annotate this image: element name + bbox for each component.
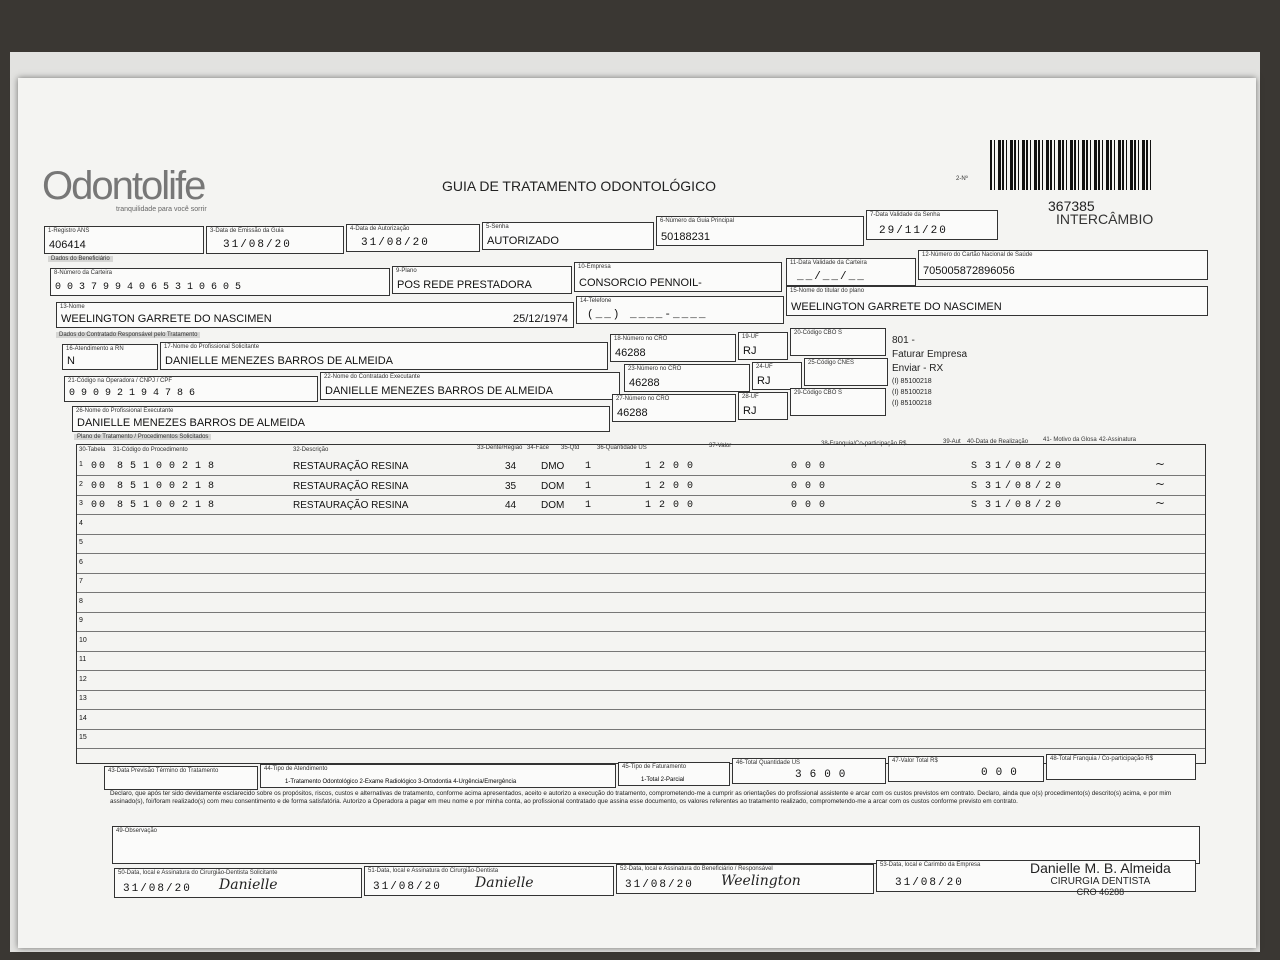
- cell-face: DOM: [541, 500, 565, 511]
- row-signature-mark: ~: [1155, 457, 1166, 471]
- nome-field: 13-Nome WEELINGTON GARRETE DO NASCIMEN 25/12/1974: [56, 302, 574, 328]
- tipo-atendimento-field: 44-Tipo de Atendimento 1-Tratamento Odontológico 2-Exame Radiológico 3-Ortodontia 4-Urgência/Emergência: [260, 764, 616, 788]
- empresa-field: 10-Empresa CONSORCIO PENNOIL-: [574, 262, 782, 292]
- cell-descricao: RESTAURAÇÃO RESINA: [293, 480, 409, 492]
- row-number: 9: [79, 617, 83, 624]
- note-lines: [892, 334, 967, 409]
- cell-descricao: RESTAURAÇÃO RESINA: [293, 500, 409, 511]
- cell-dente: 34: [505, 461, 517, 472]
- cell-qtd-us: 1200: [645, 461, 702, 472]
- signature-dentista: 51-Data, local e Assinatura do Cirurgião-Dentista 31/08/20 Danielle: [364, 866, 614, 896]
- total-us-field: 46-Total Quantidade US 3600: [732, 758, 886, 784]
- cro2-field: 23-Número no CRO 46288: [624, 364, 750, 392]
- profissional-field: 26-Nome do Profissional Executante DANIELLE MENEZES BARROS DE ALMEIDA: [72, 406, 610, 432]
- table-row-line: [77, 495, 1205, 496]
- hdr-valor: 37-Valor: [709, 443, 732, 449]
- row-number: 11: [79, 656, 87, 663]
- uf1-field: 19-UF RJ: [738, 332, 788, 360]
- row-number: 14: [79, 714, 87, 722]
- row-number: 8: [79, 597, 83, 605]
- observacao-field: 49-Observação: [112, 826, 1200, 864]
- intercambio-label: INTERCÂMBIO: [1056, 211, 1154, 227]
- declaration-text: Declaro, que após ter sido devidamente esclarecido sobre os propósitos, riscos, custos e alternativas de tratamento, conforme acima apresentados, aceito e autorizo a execução do tratamento, comprometendo-me a cumprir as orientações do profissional assistente e arcar com os custos previstos em contrato. Declaro, ainda que o(s) procedimento(s) descrito(s) acima, e por mim assinado(s), foi/foram realizado(s) com meu consentimento e de forma satisfatória. Autorizo a Operadora a pagar em meu nome e por minha conta, ao profissional contratado que assina esse documento, os valores referentes ao tratamento realizado, comprometendo-me a arcar com os custos conforme previsto em contrato.: [110, 790, 1172, 806]
- note-3: Enviar - RX: [892, 363, 944, 374]
- logo-tagline: tranquilidade para você sorrir: [116, 206, 207, 213]
- row-number: 15: [79, 734, 87, 741]
- table-row-line: [77, 475, 1205, 476]
- cell-codigo: 85100218: [117, 480, 222, 492]
- row-signature-mark: ~: [1155, 476, 1166, 491]
- valor-total-field: 47-Valor Total R$ 000: [888, 756, 1044, 782]
- data-emissao-field: 3-Data de Emissão da Guia 31/08/20: [206, 226, 344, 254]
- hdr-assinatura: 42-Assinatura: [1099, 437, 1137, 443]
- uf2-field: 24-UF RJ: [752, 362, 802, 390]
- registro-ans-field: 1-Registro ANS 406414: [44, 226, 204, 254]
- cell-data-realizacao: 31/08/20: [985, 480, 1066, 492]
- franquia-total-field: 48-Total Franquia / Co-participação R$: [1046, 754, 1196, 780]
- cell-valor: 000: [791, 480, 834, 492]
- titular-field: 15-Nome do titular do plano WEELINGTON GARRETE DO NASCIMEN: [786, 286, 1208, 316]
- note-1: 801 -: [892, 335, 915, 346]
- cbo2-field: 29-Código CBO S: [790, 388, 886, 416]
- row-number: 10: [79, 636, 87, 644]
- row-number: 5: [79, 539, 83, 546]
- data-autorizacao-field: 4-Data de Autorização 31/08/20: [346, 224, 480, 252]
- hdr-qtd: 35-Qtd: [561, 445, 580, 451]
- table-row-line: [77, 592, 1205, 593]
- cell-valor: 000: [791, 461, 834, 472]
- note-6: (I) 85100218: [892, 400, 932, 407]
- hdr-descricao: 32-Descrição: [293, 447, 329, 453]
- row-signature-mark: ~: [1155, 496, 1166, 510]
- cell-descricao: RESTAURAÇÃO RESINA: [293, 461, 409, 472]
- tipo-faturamento-field: 45-Tipo de Faturamento 1-Total 2-Parcial: [618, 762, 730, 786]
- guide-number-label: 2-Nº: [956, 176, 968, 182]
- table-row-line: [77, 514, 1205, 515]
- row-number: 13: [79, 695, 87, 702]
- uf3-field: 28-UF RJ: [738, 392, 788, 420]
- company-stamp: [1030, 860, 1171, 897]
- cell-valor: 000: [791, 500, 834, 511]
- stamp-role: CIRURGIA DENTISTA: [1050, 876, 1151, 887]
- hdr-aut: 39-Aut: [943, 439, 961, 445]
- cro1-field: 18-Número no CRO 46288: [610, 334, 736, 362]
- cell-tabela: 00: [91, 480, 108, 492]
- hdr-face: 34-Face: [527, 445, 550, 451]
- stamp-cro: CRO 46288: [1076, 887, 1125, 897]
- note-2: Faturar Empresa: [892, 349, 968, 360]
- table-row-line: [77, 534, 1205, 535]
- previsao-field: 43-Data Previsão Término do Tratamento: [104, 766, 258, 790]
- guide-number: 367385: [1048, 198, 1095, 214]
- logo: [42, 164, 204, 209]
- cell-face: DMO: [541, 461, 565, 472]
- cell-aut: S: [971, 461, 980, 472]
- hdr-tabela: 30-Tabela: [79, 447, 106, 453]
- cell-data-realizacao: 31/08/20: [985, 461, 1066, 472]
- carteira-field: 8-Número da Carteira 0037994065310605: [50, 268, 390, 296]
- cell-qtd: 1: [585, 480, 594, 492]
- section-beneficiario: Dados do Beneficiário: [48, 256, 113, 262]
- row-number: 3: [79, 500, 83, 507]
- table-row-line: [77, 670, 1205, 671]
- barcode: [990, 140, 1152, 190]
- table-row-line: [77, 729, 1205, 730]
- cell-face: DOM: [541, 480, 565, 492]
- table-row-line: [77, 553, 1205, 554]
- cell-codigo: 85100218: [117, 500, 222, 511]
- stamp-name: Danielle M. B. Almeida: [1030, 860, 1171, 876]
- row-number: 7: [79, 578, 83, 585]
- signature-solicitante: 50-Data, local e Assinatura do Cirurgião-Dentista Solicitante 31/08/20 Danielle: [114, 868, 362, 898]
- signature-empresa: 53-Data, local e Carimbo da Empresa 31/08/20: [876, 860, 1196, 892]
- validade-senha-field: 7-Data Validade da Senha 29/11/20: [866, 210, 998, 240]
- solicitante-field: 17-Nome do Profissional Solicitante DANIELLE MENEZES BARROS DE ALMEIDA: [160, 342, 608, 370]
- cell-qtd: 1: [585, 461, 594, 472]
- hdr-franquia: 38-Franquia/Co-participação R$: [821, 441, 907, 447]
- row-number: 6: [79, 558, 83, 566]
- handwritten-signature: Weelington: [721, 873, 801, 889]
- rn-field: 16-Atendimento a RN N: [62, 344, 158, 370]
- cell-dente: 35: [505, 480, 517, 492]
- table-row-line: [77, 573, 1205, 574]
- handwritten-signature: Danielle: [219, 877, 278, 893]
- hdr-qtd-us: 36-Quantidade US: [597, 445, 647, 451]
- cell-aut: S: [971, 500, 980, 511]
- table-row-line: [77, 631, 1205, 632]
- senha-field: 5-Senha AUTORIZADO: [482, 222, 654, 250]
- row-number: 12: [79, 675, 87, 683]
- hdr-dente: 33-Dente/Região: [477, 445, 523, 451]
- table-row-line: [77, 690, 1205, 691]
- plano-field: 9-Plano POS REDE PRESTADORA: [392, 266, 572, 294]
- cell-qtd: 1: [585, 500, 594, 511]
- cell-codigo: 85100218: [117, 461, 222, 472]
- table-row-line: [77, 748, 1205, 749]
- table-row-line: [77, 709, 1205, 710]
- section-plano: Plano de Tratamento / Procedimentos Solicitados: [74, 434, 211, 440]
- cell-tabela: 00: [91, 500, 108, 511]
- hdr-data-realizacao: 40-Data de Realização: [967, 439, 1029, 445]
- note-4: (I) 85100218: [892, 378, 932, 385]
- codigo-operadora-field: 21-Código na Operadora / CNPJ / CPF 09092194786: [64, 376, 318, 402]
- section-contratado: Dados do Contratado Responsável pelo Tratamento: [56, 332, 200, 338]
- cell-qtd-us: 1200: [645, 480, 702, 492]
- validade-carteira-field: 11-Data Validade da Carteira __/__/__: [786, 258, 916, 286]
- table-row-line: [77, 651, 1205, 652]
- signature-beneficiario: 52-Data, local e Assinatura do Beneficiário / Responsável 31/08/20 Weelington: [616, 864, 874, 894]
- cnes-field: 25-Código CNES: [804, 358, 888, 386]
- cell-tabela: 00: [91, 461, 108, 472]
- note-5: (I) 85100218: [892, 389, 932, 396]
- hdr-codigo: 31-Código do Procedimento: [113, 447, 188, 453]
- hdr-motivo: 41- Motivo da Glosa: [1043, 437, 1097, 443]
- cell-dente: 44: [505, 500, 517, 511]
- cell-aut: S: [971, 480, 980, 492]
- dental-treatment-form: [18, 78, 1256, 948]
- handwritten-signature: Danielle: [475, 875, 534, 891]
- row-number: 2: [79, 480, 83, 488]
- cell-qtd-us: 1200: [645, 500, 702, 511]
- telefone-field: 14-Telefone (__) ____-____: [576, 296, 784, 324]
- executante-field: 22-Nome do Contratado Executante DANIELLE MENEZES BARROS DE ALMEIDA: [320, 372, 620, 400]
- cbo1-field: 20-Código CBO S: [790, 328, 886, 356]
- row-number: 1: [79, 461, 83, 468]
- page-title: GUIA DE TRATAMENTO ODONTOLÓGICO: [442, 178, 717, 194]
- cell-data-realizacao: 31/08/20: [985, 500, 1066, 511]
- guia-principal-field: 6-Número da Guia Principal 50188231: [656, 216, 864, 246]
- row-number: 4: [79, 519, 83, 527]
- logo-text: Odontolife: [42, 164, 205, 208]
- cro3-field: 27-Número no CRO 46288: [612, 394, 736, 422]
- cns-field: 12-Número do Cartão Nacional de Saúde 705005872896056: [918, 250, 1208, 280]
- table-row-line: [77, 612, 1205, 613]
